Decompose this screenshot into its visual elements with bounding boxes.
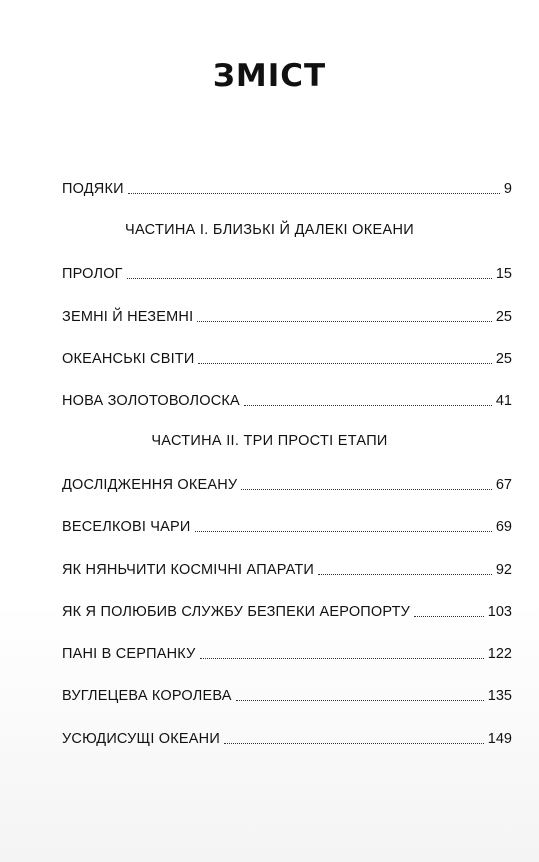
toc-entry-page: 25 xyxy=(495,309,512,325)
part-heading-2: ЧАСТИНА ІІ. ТРИ ПРОСТІ ЕТАПИ xyxy=(151,433,388,449)
dot-leader xyxy=(236,700,484,701)
toc-entry-label: УСЮДИСУЩІ ОКЕАНИ xyxy=(62,731,220,747)
dot-leader xyxy=(200,658,484,659)
dot-leader xyxy=(318,574,492,575)
dot-leader xyxy=(197,321,492,322)
dot-leader xyxy=(198,363,491,364)
toc-entry-page: 41 xyxy=(495,393,512,409)
dot-leader xyxy=(127,278,492,279)
toc-entry-label: ПОДЯКИ xyxy=(62,181,124,197)
toc-entry xyxy=(62,304,512,326)
toc-entry-acknowledgements xyxy=(62,176,512,198)
toc-entry xyxy=(62,388,512,410)
toc-entry-label: ПАНІ В СЕРПАНКУ xyxy=(62,646,196,662)
toc-entry-label: ПРОЛОГ xyxy=(62,266,123,282)
toc-entry-page: 15 xyxy=(495,266,512,282)
dot-leader xyxy=(414,616,484,617)
toc-entry-page: 67 xyxy=(495,477,512,493)
dot-leader xyxy=(244,405,492,406)
toc-entry-label: ЯК Я ПОЛЮБИВ СЛУЖБУ БЕЗПЕКИ АЕРОПОРТУ xyxy=(62,604,411,620)
toc-entry xyxy=(62,599,512,621)
toc-entry-label: ОКЕАНСЬКІ СВІТИ xyxy=(62,351,195,367)
toc-entry-label: ДОСЛІДЖЕННЯ ОКЕАНУ xyxy=(62,477,238,493)
toc-entry-page: 25 xyxy=(495,351,512,367)
toc-entry xyxy=(62,514,512,536)
toc-entry-page: 103 xyxy=(487,604,512,620)
toc-entry xyxy=(62,557,512,579)
toc-entry xyxy=(62,641,512,663)
toc-entry xyxy=(62,472,512,494)
dot-leader xyxy=(224,743,484,744)
toc-entry-page: 135 xyxy=(487,688,512,704)
toc-entry xyxy=(62,726,512,748)
dot-leader xyxy=(241,489,492,490)
toc-entry-label: ЯК НЯНЬЧИТИ КОСМІЧНІ АПАРАТИ xyxy=(62,562,315,578)
toc-entry-label: ЗЕМНІ Й НЕЗЕМНІ xyxy=(62,309,194,325)
dot-leader xyxy=(128,193,500,194)
toc-entry-label: НОВА ЗОЛОТОВОЛОСКА xyxy=(62,393,240,409)
toc-entry xyxy=(62,261,512,283)
toc-entry-page: 9 xyxy=(503,181,512,197)
toc-entry-label: ВУГЛЕЦЕВА КОРОЛЕВА xyxy=(62,688,232,704)
page-title: ЗМІСТ xyxy=(212,58,327,94)
toc-entry-label: ВЕСЕЛКОВІ ЧАРИ xyxy=(62,519,191,535)
toc-entry-page: 69 xyxy=(495,519,512,535)
dot-leader xyxy=(195,531,492,532)
toc-entry-page: 92 xyxy=(495,562,512,578)
toc-entry xyxy=(62,683,512,705)
part-heading-1: ЧАСТИНА І. БЛИЗЬКІ Й ДАЛЕКІ ОКЕАНИ xyxy=(125,222,414,238)
toc-entry-page: 149 xyxy=(487,731,512,747)
toc-entry-page: 122 xyxy=(487,646,512,662)
toc-entry xyxy=(62,346,512,368)
